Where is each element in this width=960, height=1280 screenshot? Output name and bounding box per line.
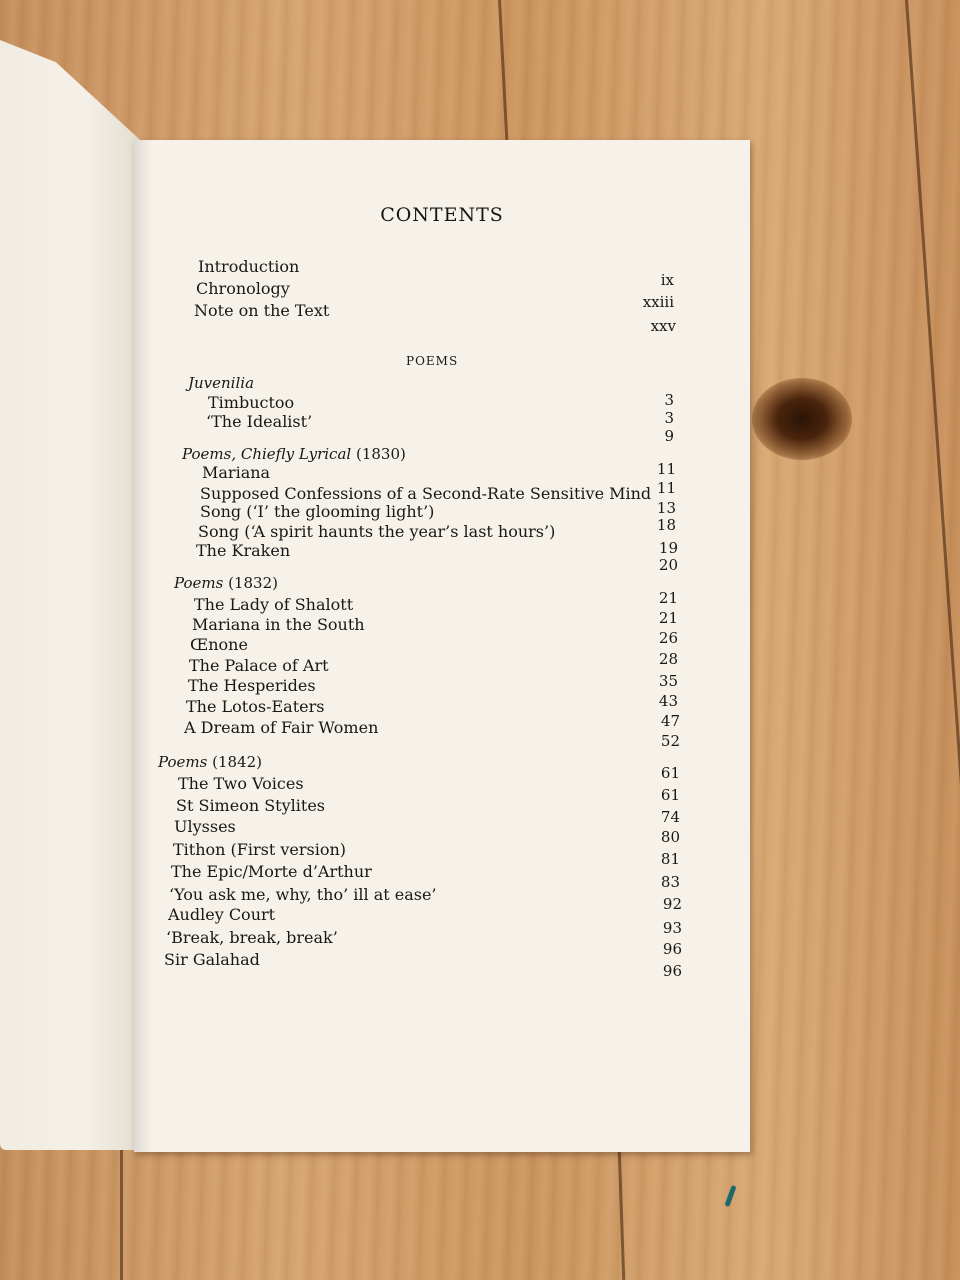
page-number: 26 bbox=[658, 629, 678, 647]
toc-entry: Song (‘I’ the glooming light’) bbox=[200, 502, 435, 521]
section-year: (1832) bbox=[228, 574, 278, 592]
page-number: 92 bbox=[662, 895, 682, 913]
page-number: 47 bbox=[660, 712, 680, 730]
spine-shadow bbox=[134, 140, 152, 1152]
section-heading bbox=[188, 374, 254, 392]
page-number: 61 bbox=[660, 764, 680, 782]
toc-entry: Supposed Confessions of a Second-Rate Sensitive Mind bbox=[200, 484, 652, 503]
page-number: 20 bbox=[658, 556, 678, 574]
page-number: 3 bbox=[664, 409, 674, 427]
toc-entry: The Epic/Morte d’Arthur bbox=[171, 862, 372, 881]
toc-entry: The Lady of Shalott bbox=[194, 595, 354, 614]
wood-knot bbox=[752, 378, 852, 460]
toc-entry: Audley Court bbox=[168, 905, 276, 924]
section-name: Poems bbox=[174, 574, 224, 592]
page-number: 81 bbox=[660, 850, 680, 868]
page-number: 96 bbox=[662, 940, 682, 958]
toc-entry: The Palace of Art bbox=[189, 656, 329, 675]
toc-entry: Mariana in the South bbox=[192, 615, 365, 634]
section-name: Juvenilia bbox=[188, 374, 255, 392]
page-title: CONTENTS bbox=[380, 204, 504, 226]
page-number: 13 bbox=[656, 499, 676, 517]
page-number: 19 bbox=[658, 539, 678, 557]
floor-plank-gap bbox=[905, 0, 960, 1277]
page-number: 74 bbox=[660, 808, 680, 826]
section-name: Poems, Chiefly Lyrical bbox=[182, 445, 352, 463]
toc-entry: Tithon (First version) bbox=[173, 840, 347, 859]
page-number: 21 bbox=[658, 589, 678, 607]
toc-entry: The Lotos-Eaters bbox=[186, 697, 325, 716]
toc-entry: ‘Break, break, break’ bbox=[166, 928, 338, 947]
toc-entry: The Kraken bbox=[196, 541, 291, 560]
page-number: 11 bbox=[656, 460, 676, 478]
toc-entry: St Simeon Stylites bbox=[176, 796, 325, 815]
floor-plank-gap bbox=[120, 1140, 123, 1280]
floor-plank-gap bbox=[618, 1150, 626, 1280]
toc-entry: Timbuctoo bbox=[208, 393, 295, 412]
page-number: 21 bbox=[658, 609, 678, 627]
toc-entry: Ulysses bbox=[174, 817, 236, 836]
section-name: Poems bbox=[158, 753, 208, 771]
section-heading bbox=[174, 574, 278, 592]
section-year: (1842) bbox=[212, 753, 262, 771]
section-year: (1830) bbox=[355, 445, 406, 463]
toc-entry: Œnone bbox=[190, 635, 248, 654]
page-number: 3 bbox=[664, 391, 674, 409]
page-number: ix bbox=[660, 271, 674, 289]
page-number: xxiii bbox=[642, 293, 674, 311]
left-page bbox=[0, 40, 140, 1150]
front-matter-chronology: Chronology bbox=[196, 279, 290, 298]
toc-entry: Song (‘A spirit haunts the year’s last hours’) bbox=[198, 522, 556, 541]
page-number: 61 bbox=[660, 786, 680, 804]
ink-mark bbox=[724, 1185, 736, 1207]
page-number: 9 bbox=[664, 427, 674, 445]
floor-plank-gap bbox=[498, 0, 509, 150]
page-number: 96 bbox=[662, 962, 682, 980]
poems-heading: POEMS bbox=[406, 354, 459, 368]
toc-entry: ‘You ask me, why, tho’ ill at ease’ bbox=[169, 885, 437, 904]
toc-entry: Mariana bbox=[202, 463, 271, 482]
contents-page bbox=[134, 140, 750, 1152]
toc-entry: ‘The Idealist’ bbox=[206, 412, 313, 431]
page-number: 11 bbox=[656, 479, 676, 497]
toc-entry: Sir Galahad bbox=[164, 950, 260, 969]
page-number: 35 bbox=[658, 672, 678, 690]
page-number: 43 bbox=[658, 692, 678, 710]
page-number: 28 bbox=[658, 650, 678, 668]
page-number: 52 bbox=[660, 732, 680, 750]
page-number: 18 bbox=[656, 516, 676, 534]
page-number: xxv bbox=[650, 317, 676, 335]
page-number: 80 bbox=[660, 828, 680, 846]
page-number: 93 bbox=[662, 919, 682, 937]
toc-entry: The Two Voices bbox=[178, 774, 304, 793]
front-matter-note-on-text: Note on the Text bbox=[194, 301, 330, 320]
front-matter-introduction: Introduction bbox=[198, 257, 300, 276]
section-heading bbox=[182, 445, 406, 463]
page-number: 83 bbox=[660, 873, 680, 891]
toc-entry: The Hesperides bbox=[188, 676, 316, 695]
section-heading bbox=[158, 753, 262, 771]
toc-entry: A Dream of Fair Women bbox=[184, 718, 379, 737]
